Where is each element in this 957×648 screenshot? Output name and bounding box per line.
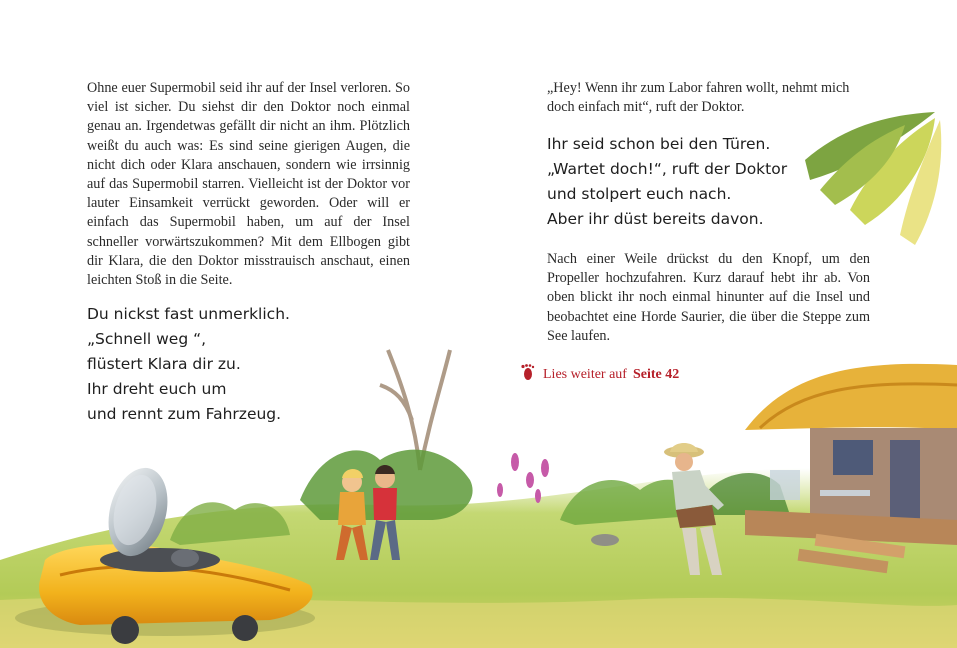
continue-prefix: Lies weiter auf (543, 366, 627, 382)
easy-line: flüstert Klara dir zu. (87, 355, 241, 373)
continue-page-link[interactable]: Seite 42 (632, 366, 680, 382)
right-paragraph (547, 250, 870, 346)
left-page (0, 0, 478, 648)
doctor-quote-text: „Hey! Wenn ihr zum Labor fahren wollt, nehmt mich doch einfach mit“, ruft der Doktor. (547, 80, 850, 116)
doctor-quote (547, 79, 870, 117)
left-paragraph (87, 79, 410, 290)
easy-line: „Schnell weg “, (87, 330, 207, 348)
left-easy-text (87, 302, 290, 427)
right-page (479, 0, 957, 648)
easy-line: und stolpert euch nach. (547, 185, 732, 203)
right-easy-text (547, 132, 787, 232)
easy-line: Aber ihr düst bereits davon. (547, 210, 764, 228)
footprint-icon (519, 363, 537, 386)
right-paragraph-text: Nach einer Weile drückst du den Knopf, um den Propeller hochzufahren. Kurz darauf hebt ihr ab. Von oben blickt ihr noch einmal hinunter auf die Insel und beobachtet eine Horde Saurier, die über die Steppe zum See laufen. (547, 251, 870, 344)
easy-line: und rennt zum Fahrzeug. (87, 405, 282, 423)
easy-line: Ihr seid schon bei den Türen. (547, 135, 771, 153)
easy-line: „Wartet doch!“, ruft der Doktor (547, 160, 788, 178)
easy-line: Du nickst fast unmerklich. (87, 305, 290, 323)
easy-line: Ihr dreht euch um (87, 380, 227, 398)
continue-reading-link[interactable] (519, 363, 679, 386)
left-paragraph-text: Ohne euer Supermobil seid ihr auf der Insel verloren. So viel ist sicher. Du siehst dir den Doktor noch einmal genau an. Irgendetwas gefällt dir nicht an ihm. Plötzlich weißt du auch was: Es sind seine gierigen Augen, die nicht dich oder Klara anschauen, sondern wie irrsinnig auf das Supermobil starren. Vielleicht ist der Doktor vor lauter Einsamkeit verrückt geworden. Oder will er einfach das Supermobil haben, um auf der Insel schneller vorwärtszukommen? Mit dem Ellbogen gibt dir Klara, die den Doktor misstrauisch anschaut, einen leichten Stoß in die Seite. (87, 80, 410, 289)
